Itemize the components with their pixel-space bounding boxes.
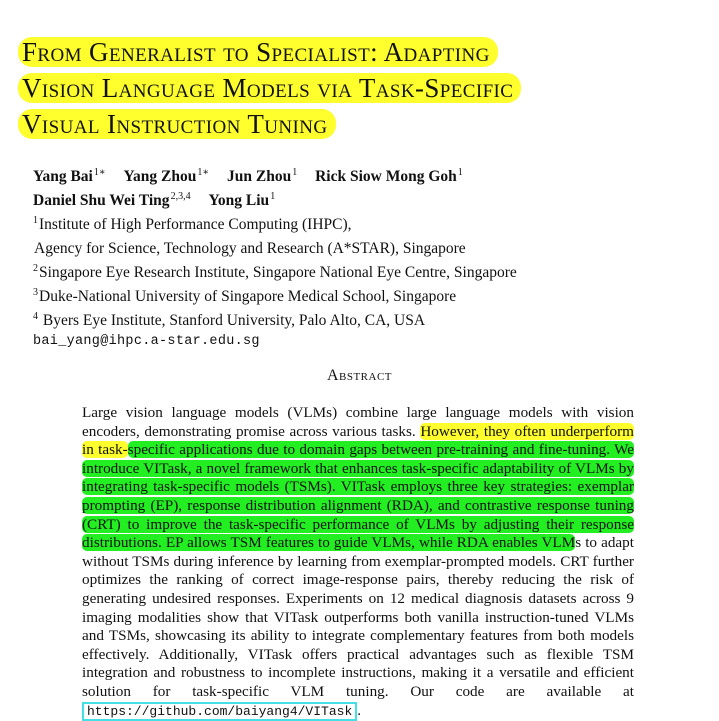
author: Yong Liu$^1$ [208,191,276,209]
code-link[interactable]: https://github.com/baiyang4/VITask [82,702,357,721]
affiliation: $^2$Singapore Eye Research Institute, Singapore National Eye Centre, Singapore [33,263,517,281]
title-line: From Generalist to Specialist: Adapting [18,34,708,70]
author-row [33,163,683,187]
affiliation: $^4$ Byers Eye Institute, Stanford University, Palo Alto, CA, USA [33,311,426,329]
author-email[interactable]: bai_yang@ihpc.a-star.edu.sg [33,334,260,349]
author: Rick Siow Mong Goh$^1$ [315,167,463,185]
green-highlight: specific applications due to domain gaps between pre-training and fine-tuning. We introduce VITask, a novel framework that enhances task-specific adaptability of VLMs by integrating task-specific models (TSMs). VITask employs three key strategies: exemplar prompting (EP), response distribution alignment (RDA), and contrastive response tuning (CRT) to improve the task-specific performance of VLMs by adjusting their response distributions. EP allows TSM features to guide VLMs, while RDA enables VLM [82,441,634,552]
author: Yang Bai$^{1∗}$ [33,167,106,185]
abstract-end: . [357,701,362,719]
abstract-plain: s to adapt without TSMs during inference by learning from exemplar-prompted models. CRT further optimizes the ranking of correct image-response pairs, thereby reducing the risk of generating undesired responses. Experiments on 12 medical diagnosis datasets across 9 imaging modalities show that VITask outperforms both vanilla instruction-tuned VLMs and TSMs, showcasing its ability to integrate complementary features from both models effectively. Additionally, VITask offers practical advantages such as flexible TSM integration and robustness to incomplete instructions, making it a versatile and efficient solution for task-specific VLM tuning. Our code are available at [82,534,634,700]
title-line: Vision Language Models via Task-Specific [18,70,708,106]
affiliation: $^1$Institute of High Performance Computing (IHPC), [33,215,352,233]
yellow-highlight: However, they often underperform in task- [82,422,634,459]
affiliation: Agency for Science, Technology and Research (A*STAR), Singapore [34,240,466,257]
author: Yang Zhou$^{1∗}$ [123,167,210,185]
abstract-text [82,404,634,721]
author-row [33,187,683,211]
author-block [33,163,683,352]
paper-title [18,34,708,142]
abstract-heading: Abstract [326,367,393,384]
affiliation: $^3$Duke-National University of Singapore Medical School, Singapore [33,287,457,305]
title-line: Visual Instruction Tuning [18,106,708,142]
author: Jun Zhou$^1$ [227,167,298,185]
abstract-plain: Large vision language models (VLMs) combine large language models with vision encoders, demonstrating promise across various tasks. [82,404,634,440]
author: Daniel Shu Wei Ting$^{2,3,4}$ [33,191,191,209]
